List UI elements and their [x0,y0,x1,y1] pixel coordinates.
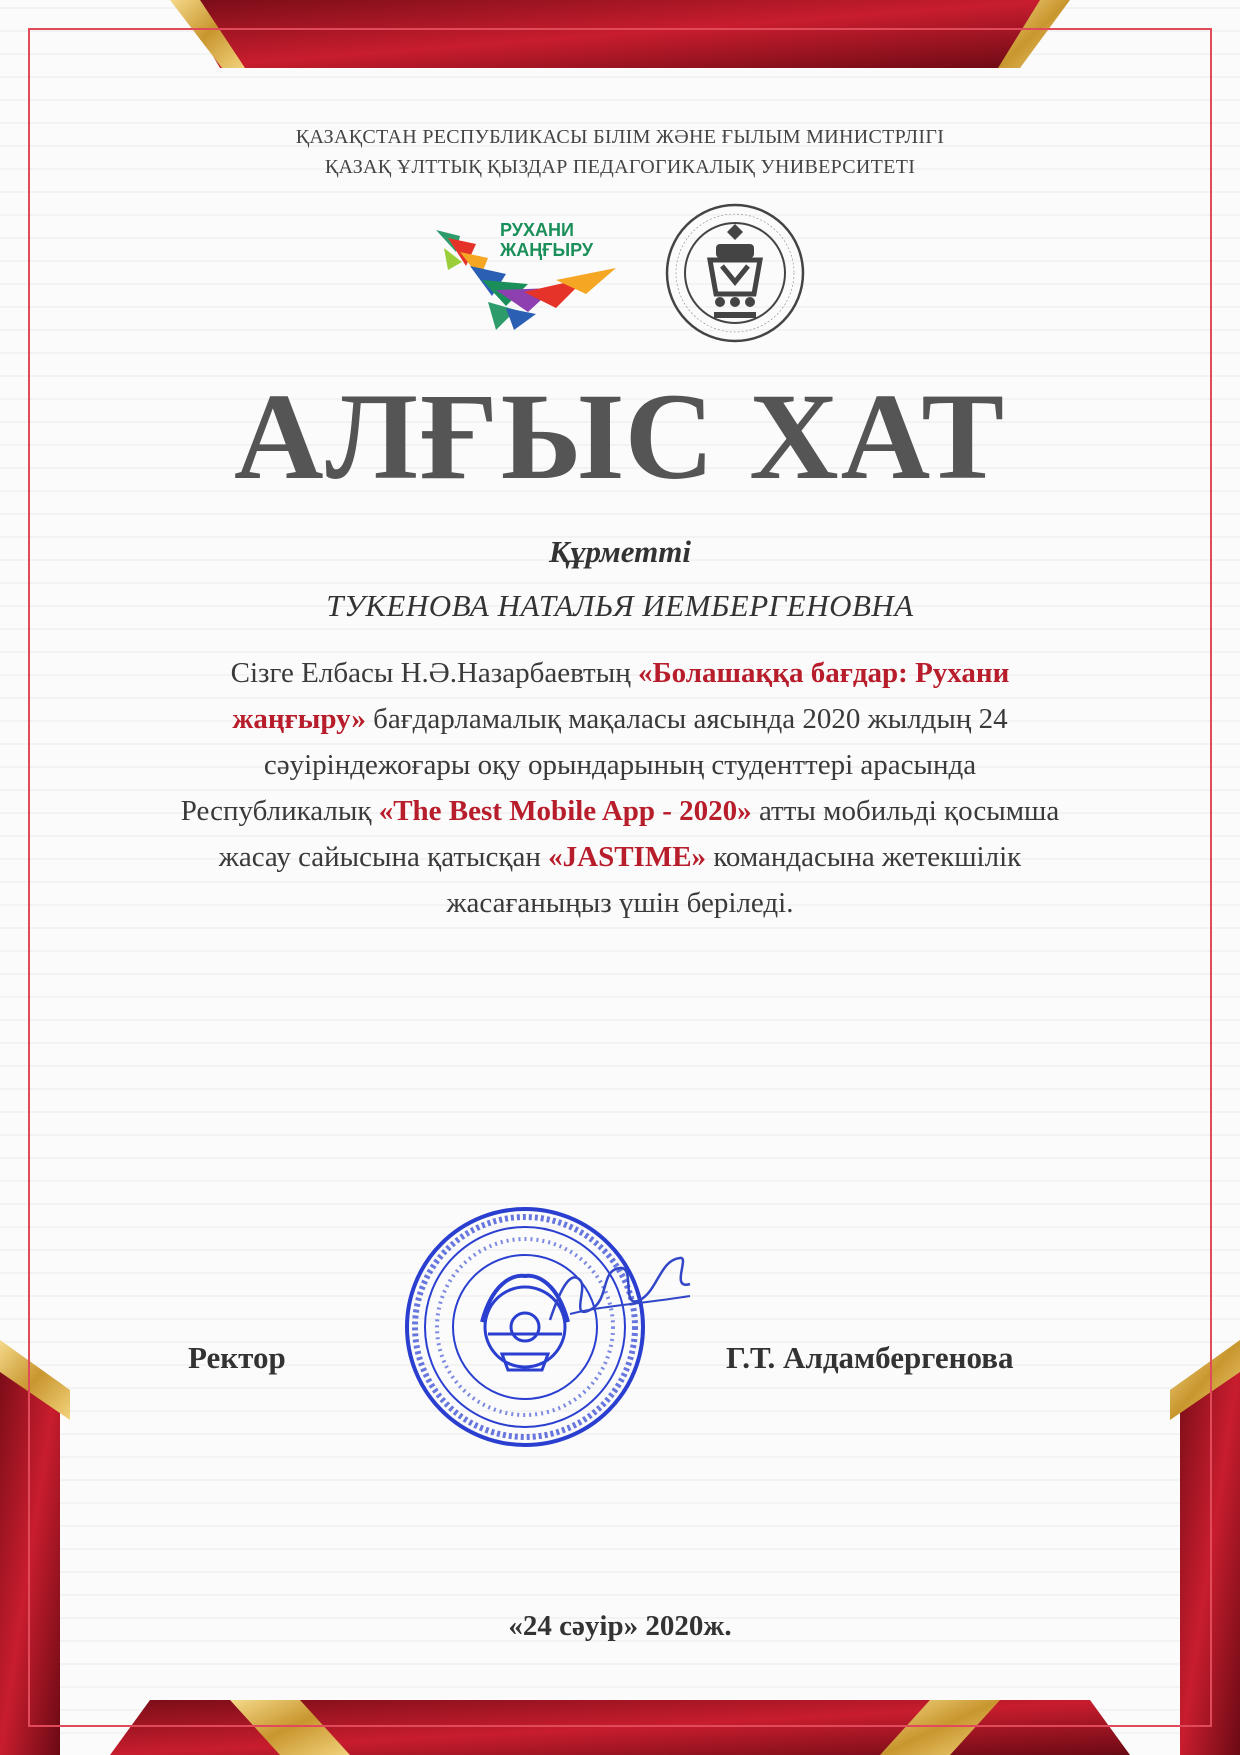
signatory-role: Ректор [188,1340,286,1375]
certificate-body [180,650,1060,926]
body-part-2: бағдарламалық мақаласы аясында 2020 жылдың 24 сәуіріндежоғары оқу орындарының студенттері арасында Республикалық [180,703,1008,827]
body-part-1: Сізге Елбасы Н.Ә.Назарбаевтың [230,657,638,689]
university-seal-icon [664,202,806,344]
ministry-line-1: ҚАЗАҚСТАН РЕСПУБЛИКАСЫ БІЛІМ ЖӘНЕ ҒЫЛЫМ МИНИСТРЛІГІ [295,126,945,148]
signatory-name: Г.Т. Алдамбергенова [726,1340,1014,1375]
body-part-3: атты мобильді қосымша жасау сайысына қатысқан [218,795,1060,873]
team-name: «JASTIME» [548,841,707,873]
recipient-name: ТУКЕНОВА НАТАЛЬЯ ИЕМБЕРГЕНОВНА [326,588,914,623]
body-part-4: командасына жетекшілік жасағаныңыз үшін беріледі. [446,841,1022,919]
handwritten-signature [540,1250,700,1340]
ruhani-logo-line2: ЖАҢҒЫРУ [500,240,594,260]
contest-name: «The Best Mobile App - 2020» [378,795,752,827]
university-line: ҚАЗАҚ ҰЛТТЫҚ ҚЫЗДАР ПЕДАГОГИКАЛЫҚ УНИВЕРСИТЕТІ [324,156,916,178]
issue-date: «24 сәуір» 2020ж. [508,1610,732,1642]
certificate-title: АЛҒЫС ХАТ [233,368,1007,505]
ruhani-logo-text [500,220,593,260]
salutation: Құрметті [549,534,691,569]
program-name: «Болашаққа бағдар: Рухани жаңғыру» [232,657,1010,735]
ruhani-logo-line1: РУХАНИ [500,220,574,240]
